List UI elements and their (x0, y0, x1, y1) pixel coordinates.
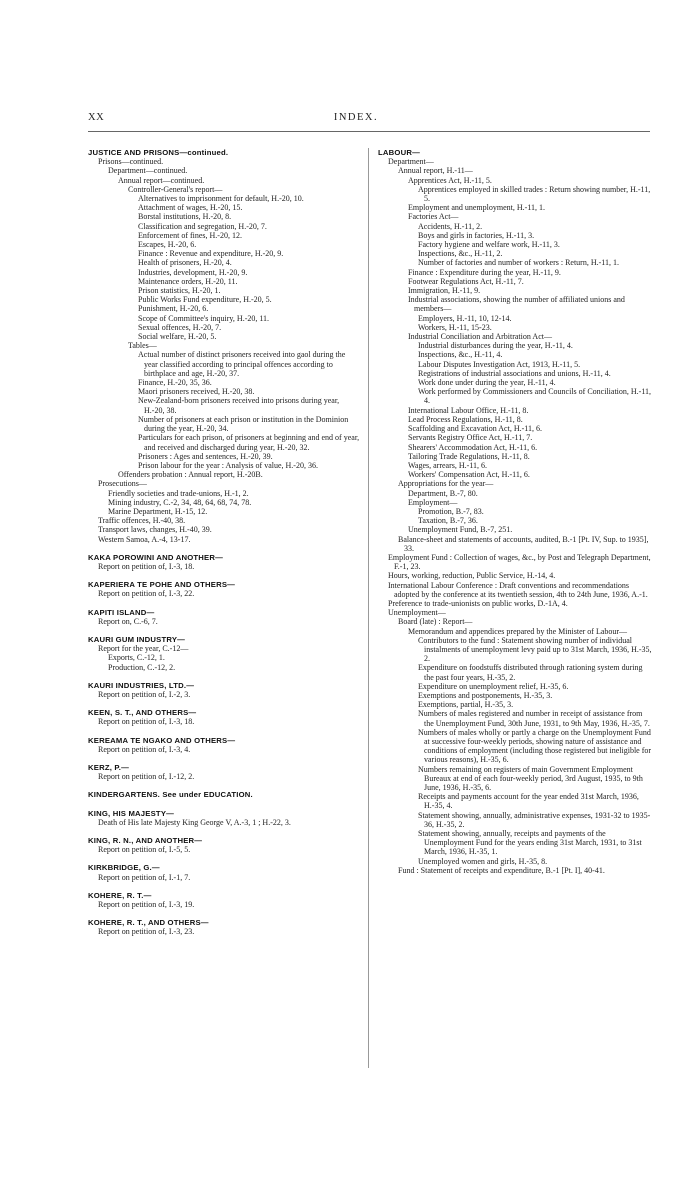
index-entry: Numbers remaining on registers of main Government Employment Bureaux at end of each four-weekly period, 3rd August, 1935, to 9th June, 1936, H.-35, 6. (418, 764, 643, 793)
index-entry: Contributors to the fund : Statement showing number of individual instalments of unemployment levy paid up to 31st March, 1936, H.-35, 2. (418, 635, 652, 664)
index-entry: International Labour Office, H.-11, 8. (408, 405, 529, 415)
index-heading: KAPERIERA TE POHE AND OTHERS— (88, 580, 236, 590)
index-entry: Department— (388, 157, 434, 167)
index-entry: Report on petition of, I.-2, 3. (98, 689, 191, 699)
index-entry: International Labour Conference : Draft conventions and recommendations adopted by the conference at its twentieth session, 4th to 24th June, 1936, A.-1. (388, 580, 648, 599)
index-entry: Prison labour for the year : Analysis of value, H.-20, 36. (138, 460, 318, 470)
index-entry: Inspections, &c., H.-11, 4. (418, 350, 503, 360)
index-entry: Employment and unemployment, H.-11, 1. (408, 203, 546, 213)
index-entry: Shearers' Accommodation Act, H.-11, 6. (408, 442, 538, 452)
index-entry: Receipts and payments account for the year ended 31st March, 1936, H.-35, 4. (418, 792, 639, 811)
index-entry: Expenditure on unemployment relief, H.-35, 6. (418, 681, 569, 691)
index-entry: Actual number of distinct prisoners received into gaol during the year classified according to principal offences according to birthplace and age, H.-20, 37. (138, 350, 346, 378)
index-entry: Industrial disturbances during the year, H.-11, 4. (418, 341, 573, 351)
index-entry: Traffic offences, H.-40, 38. (98, 516, 186, 526)
index-heading: JUSTICE AND PRISONS—continued. (88, 148, 229, 157)
index-entry: Report on petition of, I.-3, 23. (98, 927, 195, 937)
index-heading: KEREAMA TE NGAKO AND OTHERS— (88, 735, 236, 745)
index-entry: Scope of Committee's inquiry, H.-20, 11. (138, 313, 270, 323)
index-entry: Taxation, B.-7, 36. (418, 516, 478, 526)
index-entry: Work done under during the year, H.-11, 4. (418, 378, 556, 388)
page-header (60, 112, 652, 126)
index-entry: Scaffolding and Excavation Act, H.-11, 6. (408, 424, 542, 434)
index-entry: Punishment, H.-20, 6. (138, 304, 209, 314)
index-entry: Wages, arrears, H.-11, 6. (408, 460, 488, 470)
index-heading: KOHERE, R. T.— (88, 890, 152, 900)
index-entry: Tailoring Trade Regulations, H.-11, 8. (408, 451, 530, 461)
index-entry: Classification and segregation, H.-20, 7. (138, 221, 267, 231)
index-entry: Number of prisoners at each prison or institution in the Dominion during the year, H.-20, 34. (138, 414, 349, 434)
header-rule (88, 131, 650, 132)
index-entry: Report on petition of, I.-3, 22. (98, 589, 195, 599)
index-entry: Employment Fund : Collection of wages, &c., by Post and Telegraph Department, F.-1, 23. (388, 552, 651, 572)
index-heading: KERZ, P.— (88, 762, 129, 772)
index-entry: Attachment of wages, H.-20, 15. (138, 203, 243, 213)
index-entry: Public Works Fund expenditure, H.-20, 5. (138, 295, 272, 305)
index-entry: Accidents, H.-11, 2. (418, 221, 483, 231)
index-entry: Number of factories and number of workers : Return, H.-11, 1. (418, 258, 619, 268)
index-entry: Labour Disputes Investigation Act, 1913, H.-11, 5. (418, 359, 581, 369)
index-entry: Boys and girls in factories, H.-11, 3. (418, 230, 535, 240)
index-entry: Numbers of males registered and number in receipt of assistance from the Unemployment Fund, 30th June, 1931, to 9th May, 1936, H.-35, 7. (418, 709, 650, 728)
index-entry: Marine Department, H.-15, 12. (108, 506, 208, 516)
index-entry: Western Samoa, A.-4, 13-17. (98, 534, 191, 544)
index-entry: Numbers of males wholly or partly a charge on the Unemployment Fund at successive four-weekly periods, showing nature of assistance and conditions of employment (including those registered but ineligible for various reasons), H.-35, 6. (418, 727, 652, 765)
index-entry: Preference to trade-unionists on public works, D.-1A, 4. (388, 598, 568, 608)
index-heading: KAURI INDUSTRIES, LTD.— (88, 680, 195, 690)
index-entry: Sexual offences, H.-20, 7. (138, 322, 222, 332)
index-heading: KAPITI ISLAND— (88, 607, 155, 617)
index-entry: Report on petition of, I.-3, 4. (98, 744, 191, 754)
index-entry: Death of His late Majesty King George V, A.-3, 1 ; H.-22, 3. (98, 817, 291, 827)
page-number: XX (88, 112, 105, 123)
index-entry: Report on petition of, I.-5, 5. (98, 845, 191, 855)
index-entry: Expenditure on foodstuffs distributed through rationing system during the past four years, H.-35, 2. (418, 663, 643, 682)
index-entry: Exemptions and postponements, H.-35, 3. (418, 690, 553, 700)
index-entry: Lead Process Regulations, H.-11, 8. (408, 414, 523, 424)
index-entry: Mining industry, C.-2, 34, 48, 64, 68, 74, 78. (108, 497, 252, 507)
index-entry: Immigration, H.-11, 9. (408, 286, 481, 296)
index-entry: Registrations of industrial associations and unions, H.-11, 4. (418, 368, 611, 378)
index-entry: Alternatives to imprisonment for default, H.-20, 10. (138, 194, 304, 204)
index-entry: Enforcement of fines, H.-20, 12. (138, 230, 242, 240)
index-heading: KAURI GUM INDUSTRY— (88, 634, 186, 644)
index-entry: Friendly societies and trade-unions, H.-1, 2. (108, 488, 249, 498)
index-entry: Finance, H.-20, 35, 36. (138, 378, 212, 388)
index-entry: Transport laws, changes, H.-40, 39. (98, 525, 212, 535)
index-column-right (378, 148, 652, 875)
index-column-left (88, 148, 360, 937)
index-heading: KEEN, S. T., AND OTHERS— (88, 708, 197, 718)
index-entry: Statement showing, annually, receipts and payments of the Unemployment Fund for the years ending 31st March, 1931, to 31st March, 1936, H.-35, 1. (418, 829, 642, 857)
index-entry: Production, C.-12, 2. (108, 662, 176, 672)
index-entry: Factory hygiene and welfare work, H.-11, 3. (418, 240, 560, 250)
index-entry: Offenders probation : Annual report, H.-20B. (118, 470, 263, 480)
index-entry: Finance : Revenue and expenditure, H.-20, 9. (138, 249, 284, 259)
index-entry: Report on petition of, I.-3, 18. (98, 717, 195, 727)
index-entry: Promotion, B.-7, 83. (418, 506, 484, 516)
index-entry: Workers' Compensation Act, H.-11, 6. (408, 470, 530, 480)
index-entry: Inspections, &c., H.-11, 2. (418, 249, 503, 259)
index-entry: Unemployment— (388, 608, 446, 618)
column-divider (368, 148, 369, 1068)
index-entry: Fund : Statement of receipts and expenditure, B.-1 [Pt. I], 40-41. (398, 865, 605, 875)
index-heading: KOHERE, R. T., AND OTHERS— (88, 918, 209, 928)
index-entry: Social welfare, H.-20, 5. (138, 332, 217, 342)
index-entry: Unemployed women and girls, H.-35, 8. (418, 856, 548, 866)
index-entry: Memorandum and appendices prepared by the Minister of Labour— (408, 626, 628, 636)
index-entry: Workers, H.-11, 15-23. (418, 322, 492, 332)
index-entry: Report on petition of, I.-1, 7. (98, 872, 191, 882)
index-entry: Maintenance orders, H.-20, 11. (138, 276, 238, 286)
index-entry: Controller-General's report— (128, 184, 223, 194)
index-entry: Statement showing, annually, administrative expenses, 1931-32 to 1935-36, H.-35, 2. (418, 810, 651, 829)
index-entry: Report on petition of, I.-3, 18. (98, 561, 195, 571)
page-title: INDEX. (333, 112, 379, 123)
index-entry: Exemptions, partial, H.-35, 3. (418, 700, 514, 710)
index-entry: Borstal institutions, H.-20, 8. (138, 212, 232, 222)
index-entry: Employers, H.-11, 10, 12-14. (418, 313, 512, 323)
index-entry: Industries, development, H.-20, 9. (138, 267, 248, 277)
index-entry: Particulars for each prison, of prisoners at beginning and end of year, and received and discharged during year, H.-20, 32. (138, 433, 360, 452)
index-entry: Balance-sheet and statements of accounts, audited, B.-1 [Pt. IV, Sup. to 1935], 33. (398, 534, 649, 553)
index-entry: Annual report, H.-11— (398, 166, 473, 176)
index-entry: Annual report—continued. (118, 175, 205, 185)
index-entry: Department, B.-7, 80. (408, 488, 478, 498)
index-entry: Footwear Regulations Act, H.-11, 7. (408, 276, 524, 286)
index-entry: Health of prisoners, H.-20, 4. (138, 258, 232, 268)
index-entry: Tables— (128, 341, 157, 351)
index-heading: KIRKBRIDGE, G.— (88, 863, 160, 873)
index-entry: Appropriations for the year— (398, 479, 494, 489)
index-entry: Unemployment Fund, B.-7, 251. (408, 525, 513, 535)
index-entry: New-Zealand-born prisoners received into prisons during year, H.-20, 38. (138, 396, 340, 415)
index-entry: Industrial Conciliation and Arbitration Act— (408, 332, 552, 342)
index-heading: KAKA POROWINI AND ANOTHER— (88, 552, 224, 562)
index-entry: Prisons—continued. (98, 157, 164, 167)
index-entry: Department—continued. (108, 166, 188, 176)
index-heading: KING, HIS MAJESTY— (88, 808, 175, 818)
index-entry: Employment— (408, 497, 458, 507)
index-entry: Servants Registry Office Act, H.-11, 7. (408, 433, 533, 443)
index-entry: Factories Act— (408, 212, 459, 222)
index-entry: Escapes, H.-20, 6. (138, 240, 197, 250)
index-entry: Industrial associations, showing the number of affiliated unions and members— (408, 295, 625, 314)
index-entry: Prosecutions— (98, 479, 147, 489)
index-entry: Prison statistics, H.-20, 1. (138, 286, 221, 296)
index-entry: Apprentices Act, H.-11, 5. (408, 175, 492, 185)
index-entry: Work performed by Commissioners and Councils of Conciliation, H.-11, 4. (418, 387, 652, 406)
index-entry: Exports, C.-12, 1. (108, 653, 165, 663)
index-heading: LABOUR— (378, 148, 420, 157)
index-entry: Finance : Expenditure during the year, H.-11, 9. (408, 267, 561, 277)
index-heading: KINDERGARTENS. See under EDUCATION. (88, 790, 253, 800)
index-entry: Report on petition of, I.-3, 19. (98, 900, 195, 910)
index-entry: Board (late) : Report— (398, 617, 473, 627)
index-entry: Prisoners : Ages and sentences, H.-20, 39. (138, 451, 273, 461)
index-entry: Report on petition of, I.-12, 2. (98, 772, 195, 782)
index-heading: KING, R. N., AND ANOTHER— (88, 836, 203, 845)
index-entry: Maori prisoners received, H.-20, 38. (138, 387, 255, 397)
index-entry: Report for the year, C.-12— (98, 644, 189, 654)
index-entry: Report on, C.-6, 7. (98, 616, 158, 626)
index-entry: Hours, working, reduction, Public Service, H.-14, 4. (388, 571, 556, 581)
index-entry: Apprentices employed in skilled trades : Return showing number, H.-11, 5. (418, 184, 651, 204)
